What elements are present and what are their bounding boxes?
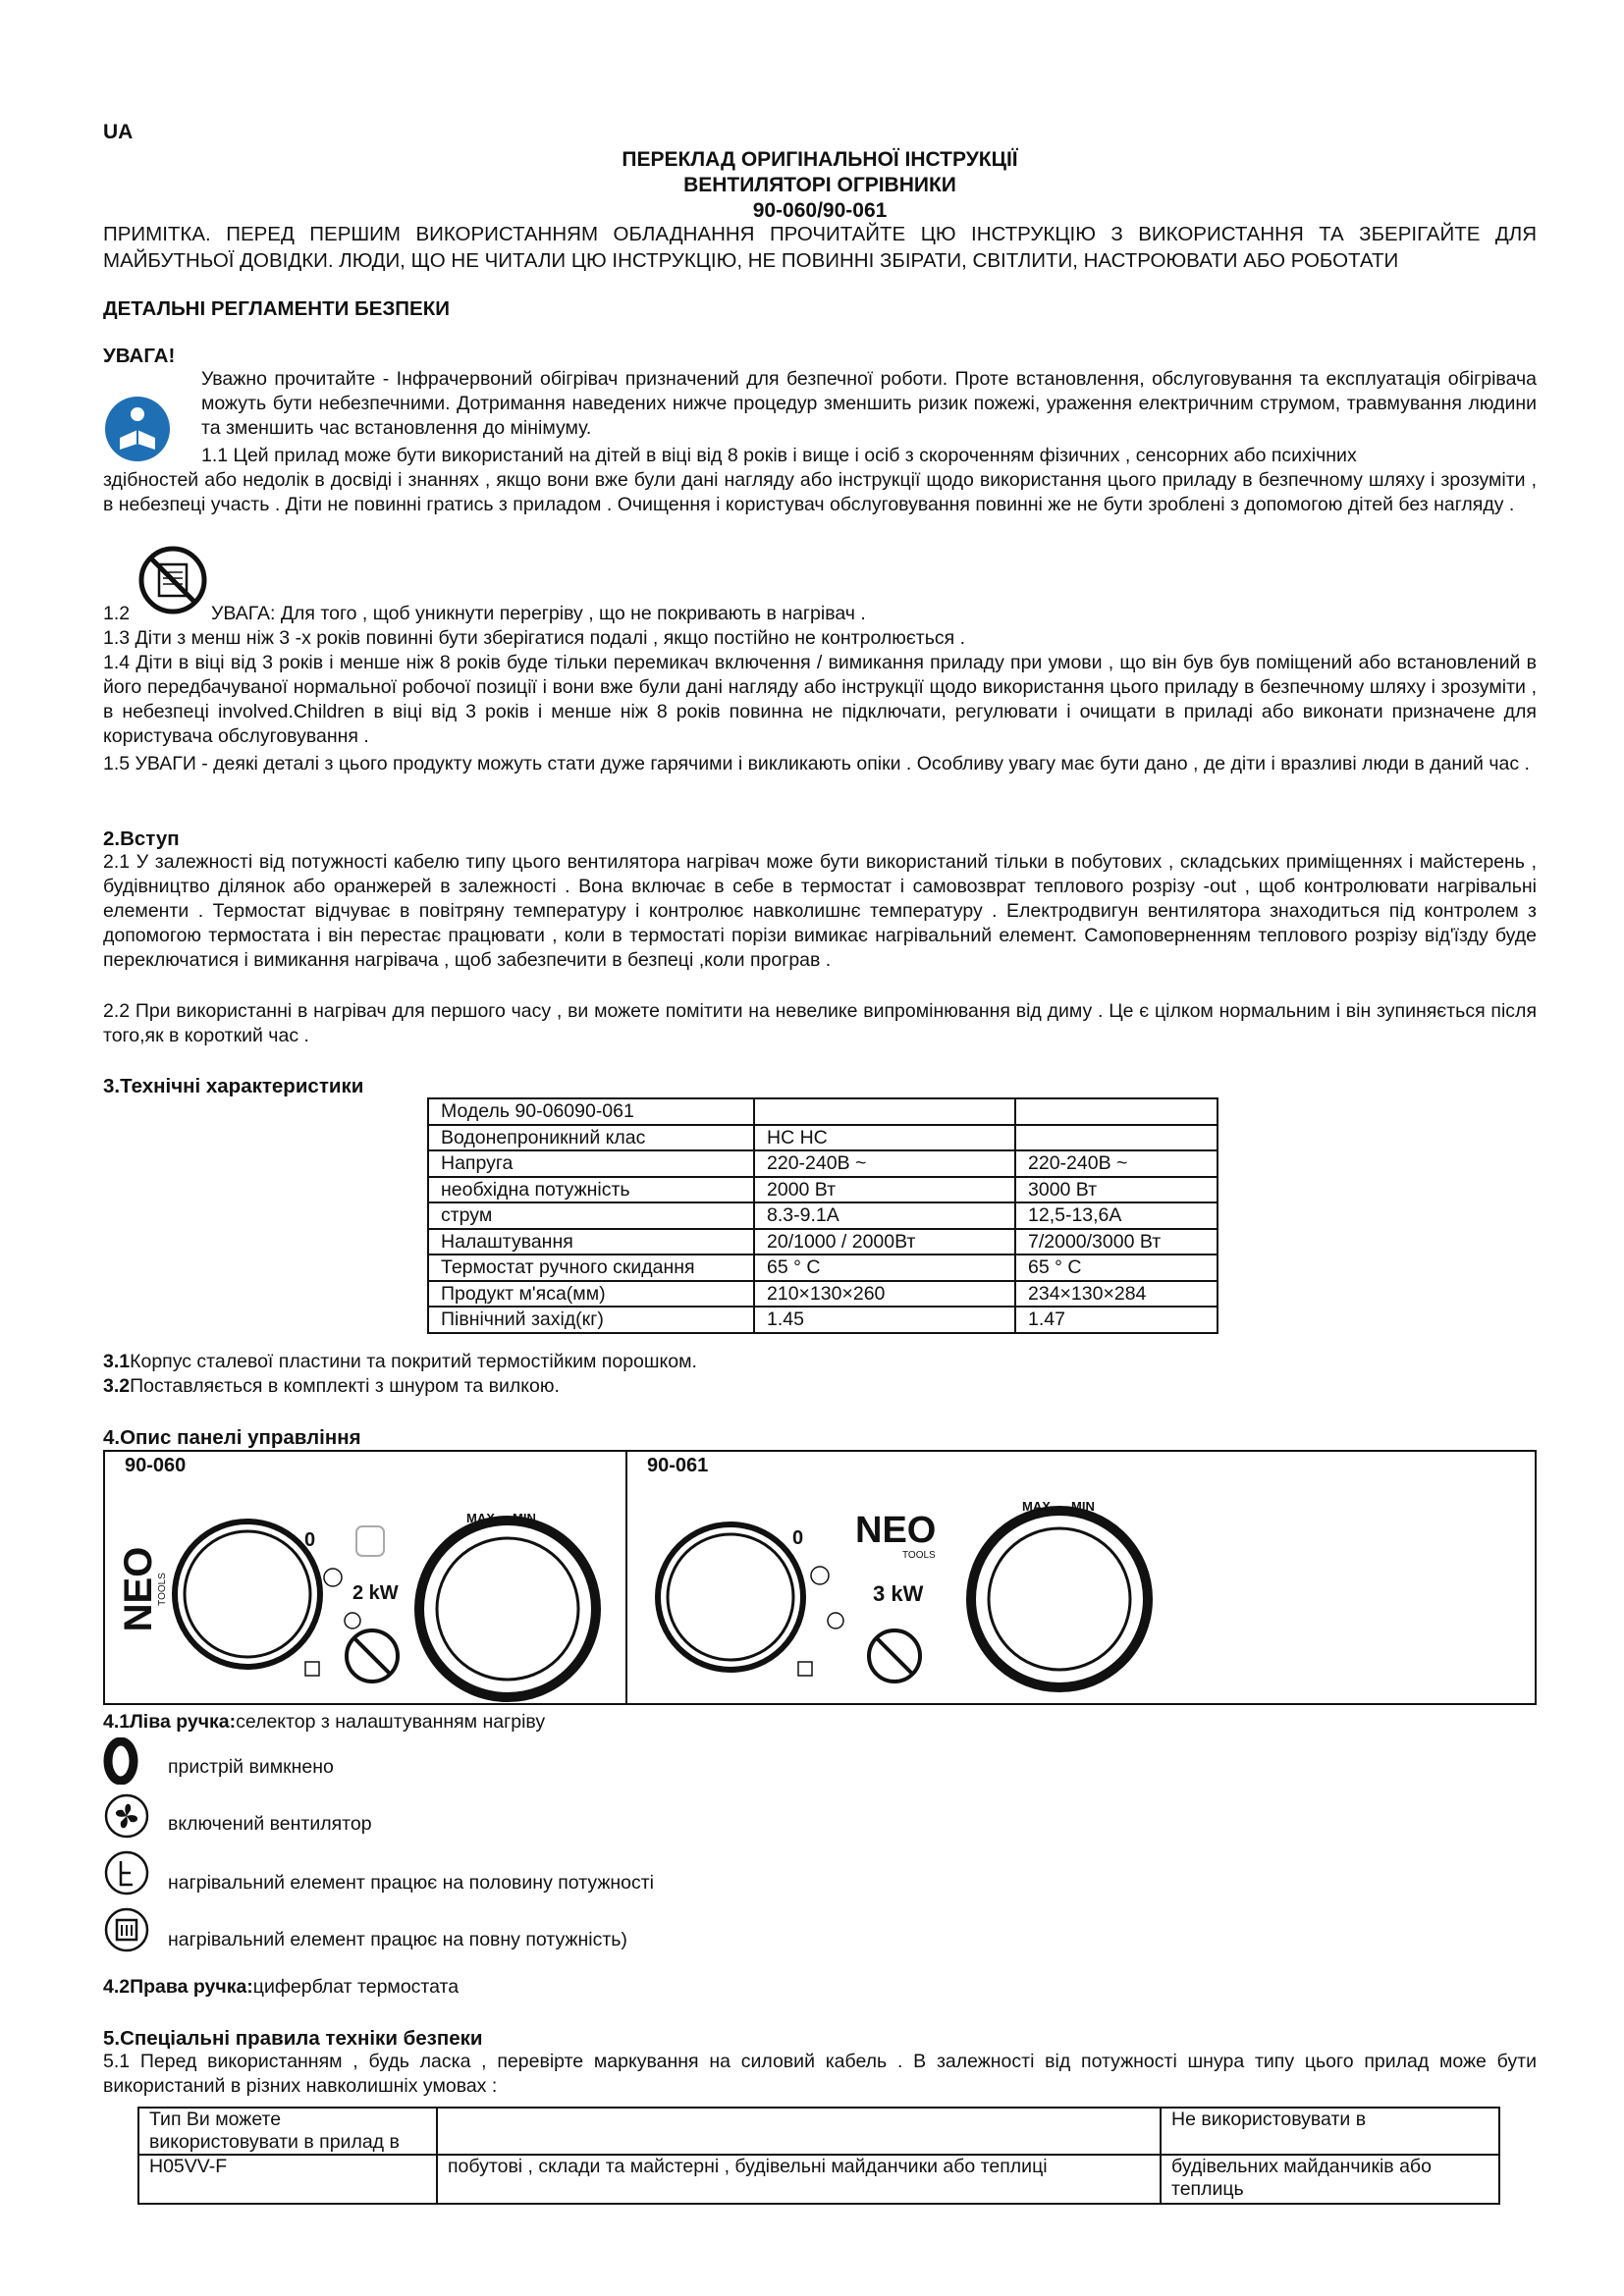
control-panel-figure <box>103 1450 1537 1705</box>
legend-off <box>103 1737 987 1785</box>
spec-cell: 20/1000 / 2000Вт <box>754 1229 1015 1255</box>
knob-right-line <box>103 1975 459 2000</box>
tech-3-2-text: Поставляється в комплекті з шнуром та вилкою. <box>130 1375 560 1397</box>
safety-1-2-number: 1.2 <box>103 603 131 624</box>
legend-full-heat <box>103 1906 987 1953</box>
cable-header-cell: Не використовувати в <box>1161 2108 1499 2155</box>
safety-1-1-rest: здібностей або недолік в досвіді і знаннях , якщо вони вже були дані нагляду або інструкції щодо використання цього приладу в безпечному шляху і зрозуміти , в небезпеці участь . Діти не повинні гратись з приладом . Очищення і користувач обслуговування повинні же не бути зроблені з допомогою дітей без нагляду . <box>103 469 1537 515</box>
spec-cell: 12,5-13,6A <box>1015 1202 1218 1229</box>
legend-label: включений вентилятор <box>168 1813 372 1835</box>
cable-use-cell: побутові , склади та майстерні , будівельні майданчики або теплиці <box>437 2155 1161 2204</box>
tech-3-1-number: 3.1 <box>103 1351 131 1372</box>
selector-knob[interactable] <box>668 1534 793 1660</box>
thermostat-knob-ring[interactable] <box>971 1511 1148 1687</box>
cable-header-cell <box>437 2108 1161 2155</box>
brand-logo: NEO <box>117 1546 160 1632</box>
intro-heading: 2.Вступ <box>103 828 180 850</box>
table-row <box>428 1229 1218 1255</box>
legend-label: нагрівальний елемент працює на половину потужності <box>168 1872 655 1894</box>
safety-intro: Уважно прочитайте - Інфрачервоний обігрівач призначений для безпечної роботи. Проте встановлення, обслуговування та експлуатація обігрівача можуть бути небезпечними. Дотримання наведених нижче процедур зменшить ризик пожежі, ураження електричним струмом, травмування людини та зменшить час встановлення до мінімуму. <box>201 368 1537 439</box>
power-label: 3 kW <box>873 1581 924 1606</box>
spec-cell: 1.47 <box>1015 1307 1218 1333</box>
table-row <box>428 1177 1218 1203</box>
spec-cell: Налаштування <box>428 1229 754 1255</box>
spec-cell: струм <box>428 1202 754 1229</box>
max-label: MAX <box>466 1511 495 1525</box>
legend-label: нагрівальний елемент працює на повну потужність) <box>168 1929 627 1950</box>
knob-right-title: 4.2Права ручка: <box>103 1976 253 1998</box>
legend-half-heat <box>103 1849 987 1896</box>
brand-logo: NEO <box>855 1510 937 1551</box>
tech-heading: 3.Технічні характеристики <box>103 1075 364 1097</box>
legend-label: пристрій вимкнено <box>168 1756 334 1778</box>
safety-1-1-first: 1.1 Цей прилад може бути використаний на дітей в віці від 8 років і вище і осіб з скороченням фізичних , сенсорних або психічних <box>201 445 1357 466</box>
safety-1-4: 1.4 Діти в віці від 3 років і менше ніж 8 років буде тільки перемикач включення / вимикання приладу при умови , що він був був поміщений або встановлений в його передбачуваної нормальної робочої позиції і вони вже були дані нагляду або інструкції щодо використання цього приладу в безпечному шляху і зрозуміти , в небезпеці involved.Children в віці від 3 років і менше ніж 8 років повинна не підключати, регулювати і очищати в приладі або виконати призначене для користувача обслуговування . <box>103 652 1537 747</box>
panel-heading: 4.Опис панелі управління <box>103 1426 361 1449</box>
min-label: MIN <box>1071 1499 1095 1514</box>
zero-label: 0 <box>304 1529 316 1551</box>
selector-knob-ring[interactable] <box>658 1524 803 1670</box>
full-heat-icon <box>103 1906 150 1953</box>
selector-knob-ring[interactable] <box>175 1522 320 1667</box>
half-heat-icon <box>345 1613 360 1629</box>
tech-3-1 <box>103 1350 697 1374</box>
power-label: 2 kW <box>352 1582 399 1604</box>
fan-icon <box>324 1569 342 1586</box>
tech-3-2-number: 3.2 <box>103 1375 131 1397</box>
knob-right-desc: циферблат термостата <box>252 1976 460 1998</box>
panel-90-060-drawing <box>105 1452 625 1703</box>
half-heat-icon <box>103 1849 150 1896</box>
brand-sub: TOOLS <box>902 1550 936 1561</box>
spec-cell: Модель 90-06090-061 <box>428 1098 754 1125</box>
spec-cell: 234×130×284 <box>1015 1281 1218 1308</box>
panel-model-label: 90-060 <box>125 1455 187 1476</box>
spec-cell: 220-240В ~ <box>1015 1150 1218 1177</box>
spec-cell: 65 ° C <box>1015 1255 1218 1281</box>
spec-cell: Продукт м'яса(мм) <box>428 1281 754 1308</box>
min-label: MIN <box>513 1511 536 1525</box>
zero-label: 0 <box>792 1527 804 1549</box>
spec-cell: 2000 Вт <box>754 1177 1015 1203</box>
spec-cell: 3000 Вт <box>1015 1177 1218 1203</box>
table-row <box>428 1098 1218 1125</box>
full-heat-icon <box>305 1662 319 1676</box>
spec-cell: Напруга <box>428 1150 754 1177</box>
safety-1-5: 1.5 УВАГИ - деякі деталі з цього продукту можуть стати дуже гарячими і викликають опіки . Особливу увагу має бути дано , де діти і вразливі люди в даний час . <box>103 753 1530 774</box>
special-5-1: 5.1 Перед використанням , будь ласка , перевірте маркування на силовий кабель . В залежності від потужності шнура типу цього прилад може бути використаний в різних навколишніх умовах : <box>103 2051 1537 2097</box>
safety-1-2: УВАГА: Для того , щоб уникнути перегріву , що не покривають в нагрівач . <box>211 603 866 624</box>
do-not-cover-icon <box>137 545 208 615</box>
spec-cell: 7/2000/3000 Вт <box>1015 1229 1218 1255</box>
cable-table <box>137 2107 1500 2205</box>
title-line-3: 90-060/90-061 <box>752 199 888 222</box>
tech-3-1-text: Корпус сталевої пластини та покритий термостійким порошком. <box>130 1351 697 1372</box>
spec-cell: 220-240В ~ <box>754 1150 1015 1177</box>
knob-left-line <box>103 1710 545 1735</box>
spec-cell: 210×130×260 <box>754 1281 1015 1308</box>
legend-fan <box>103 1792 987 1840</box>
cable-type-cell: H05VV-F <box>138 2155 437 2204</box>
title-line-1: ПЕРЕКЛАД ОРИГІНАЛЬНОЇ ІНСТРУКЦІЇ <box>622 148 1018 171</box>
safety-heading: ДЕТАЛЬНІ РЕГЛАМЕНТИ БЕЗПЕКИ <box>103 297 450 320</box>
intro-2-2: 2.2 При використанні в нагрівач для першого часу , ви можете помітити на невелике випромінювання від диму . Це є цілком нормальним і він зупиняється після того,як в короткий час . <box>103 1000 1537 1046</box>
table-row <box>138 2155 1499 2204</box>
panel-model-label: 90-061 <box>647 1455 709 1476</box>
spec-cell: Термостат ручного скидання <box>428 1255 754 1281</box>
table-row <box>428 1255 1218 1281</box>
spec-cell: 1.45 <box>754 1307 1015 1333</box>
panel-90-060 <box>105 1452 627 1703</box>
spec-cell: необхідна потужність <box>428 1177 754 1203</box>
table-row <box>428 1125 1218 1151</box>
spec-cell: Північний захід(кг) <box>428 1307 754 1333</box>
spec-cell <box>1015 1098 1218 1125</box>
cable-no-use-cell: будівельних майданчиків або теплиць <box>1161 2155 1499 2204</box>
language-code: UA <box>103 121 134 143</box>
special-heading: 5.Спеціальні правила техніки безпеки <box>103 2027 483 2050</box>
spec-cell: 65 ° C <box>754 1255 1015 1281</box>
knob-left-title: 4.1Ліва ручка: <box>103 1711 237 1733</box>
table-row <box>428 1281 1218 1308</box>
knob-left-desc: селектор з налаштуванням нагріву <box>236 1711 546 1733</box>
table-row <box>428 1150 1218 1177</box>
tech-3-2 <box>103 1374 560 1399</box>
spec-table <box>427 1097 1218 1334</box>
fan-icon <box>811 1567 829 1584</box>
thermostat-knob-ring[interactable] <box>419 1521 596 1697</box>
spec-cell: 8.3-9.1A <box>754 1202 1015 1229</box>
intro-2-1: 2.1 У залежності від потужності кабелю типу цього вентилятора нагрівач може бути використаний тільки в побутових , складських приміщеннях і майстерень , будівництво ділянок або оранжерей в залежності . Вона включає в себе в термостат і самовозврат теплового розрізу -out , щоб контролювати нагрівальні елементи . Термостат відчуває в повітряну температуру і контролює навколишнє температуру . Електродвигун вентилятора знаходиться під контролем з допомогою термостата і він перестає працювати , коли в термостаті порізи вимикає нагрівальний елемент. Самоповерненням теплового розрізу від'їзду буде переключатися і вимикання нагрівача , щоб забезпечити в безпеці ,коли програв . <box>103 851 1537 971</box>
thermostat-knob[interactable] <box>437 1538 578 1680</box>
panel-90-061-drawing <box>627 1452 1535 1703</box>
title-line-2: ВЕНТИЛЯТОРІ ОГРІВНИКИ <box>683 174 956 196</box>
cable-header-cell: Тип Ви можете використовувати в прилад в <box>138 2108 437 2155</box>
half-heat-icon <box>828 1613 843 1629</box>
selector-knob[interactable] <box>185 1531 310 1657</box>
spec-cell <box>754 1098 1015 1125</box>
read-manual-icon <box>103 395 172 463</box>
fan-icon <box>103 1792 150 1840</box>
max-label: MAX <box>1022 1499 1051 1514</box>
spec-cell: HC HC <box>754 1125 1015 1151</box>
warning-heading: УВАГА! <box>103 345 176 367</box>
panel-90-061 <box>627 1452 1535 1703</box>
table-row <box>138 2108 1499 2155</box>
safety-1-3: 1.3 Діти з менш ніж 3 -х років повинні бути зберігатися подалі , якщо постійно не контролюється . <box>103 627 966 649</box>
table-row <box>428 1307 1218 1333</box>
spec-cell: Водонепроникний клас <box>428 1125 754 1151</box>
indicator-lamp <box>356 1526 384 1556</box>
full-heat-icon <box>798 1662 812 1676</box>
spec-cell <box>1015 1125 1218 1151</box>
note-paragraph: ПРИМІТКА. ПЕРЕД ПЕРШИМ ВИКОРИСТАННЯМ ОБЛАДНАННЯ ПРОЧИТАЙТЕ ЦЮ ІНСТРУКЦІЮ З ВИКОРИСТАННЯ ТА ЗБЕРІГАЙТЕ ДЛЯ МАЙБУТНЬОЇ ДОВІДКИ. ЛЮДИ, ЩО НЕ ЧИТАЛИ ЦЮ ІНСТРУКЦІЮ, НЕ ПОВИННІ ЗБІРАТИ, СВІТЛИТИ, НАСТРОЮВАТИ АБО РОБОТАТИ <box>103 223 1537 272</box>
thermostat-knob[interactable] <box>989 1528 1130 1670</box>
zero-icon <box>103 1737 146 1785</box>
brand-sub: TOOLS <box>157 1573 168 1606</box>
table-row <box>428 1202 1218 1229</box>
